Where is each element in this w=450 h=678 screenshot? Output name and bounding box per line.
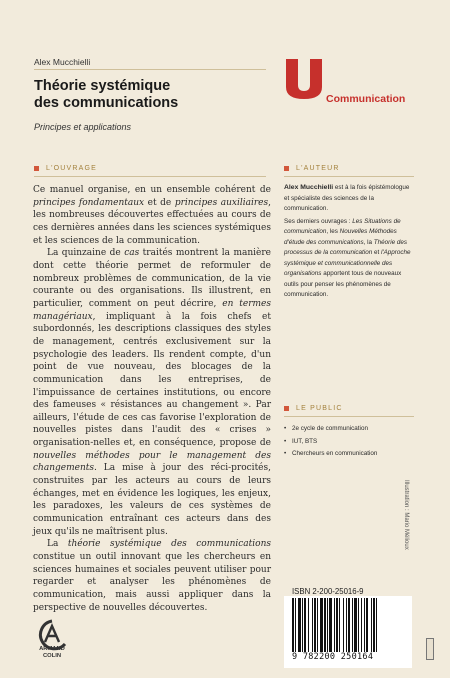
barcode-bar: [329, 598, 332, 652]
section-rule: [34, 176, 266, 177]
section-auteur: L'AUTEUR: [284, 165, 340, 172]
barcode-bar: [327, 598, 328, 652]
barcode-bar: [371, 598, 372, 652]
auteur-text: [284, 183, 416, 303]
barcode-bar: [312, 598, 313, 652]
barcode-bar: [336, 598, 338, 652]
barcode-bar: [364, 598, 365, 652]
ouvrage-paragraph: Ce manuel organise, en un ensemble cohérent de principes fondamentaux et de principes auxiliaires, les nombreuses découvertes effectuées au cours de ces dernières années dans les sciences systémiques et les sciences de la communication.: [33, 185, 271, 246]
barcode-digits: 9 782200 250164: [292, 652, 374, 662]
list-item: • IUT, BTS: [284, 437, 424, 448]
ouvrage-paragraph: La théorie systémique des communications constitue un outil innovant que les chercheurs en sciences humaines et sociales peuvent utiliser pour regarder et analyser les phénomènes de communication, mais aussi appliquer dans la perspective de nouvelles découvertes.: [33, 539, 272, 613]
barcode-bar: [343, 598, 344, 652]
header-rule: [34, 69, 266, 70]
list-item: • Chercheurs en communication: [284, 449, 424, 460]
barcode-bar: [348, 598, 350, 652]
barcode-bar: [366, 598, 368, 652]
book-subtitle: Principes et applications: [34, 122, 132, 132]
auteur-paragraph: Ses derniers ouvrages : Les Situations de communication, les Nouvelles Méthodes d'étude des communications, la Théorie des processus de la communication et l'Approche systémique et communicationnelle des organisations apportent tous de nouveaux outils pour penser les phénomènes de communication.: [284, 217, 411, 298]
isbn-number: ISBN 2-200-25016-9: [292, 587, 364, 596]
section-bullet-icon: [284, 406, 289, 411]
ouvrage-paragraph: La quinzaine de cas traités montrent la manière dont cette théorie permet de reformuler de nombreux problèmes de communication, de la vie courante ou des organisations. Ils illustrent, en particulier, comment on peut décrire, en termes managériaux, impliquant à la fois chefs et subordonnés, les descriptions classiques des styles de management, centrés exclusivement sur la psychologie des leaders. Ils rendent compte, d'un point de vue nouveau, des blocages de la communication dans les entreprises, de l'impuissance de certaines institutions, ou encore des fameuses « résistances au changement ». Par ailleurs, l'étude de ces cas favorise l'exploration de nouvelles pistes dans l'audit des « crises » organisation-nelles et, en conséquence, propose de nouvelles méthodes pour le management des changements. La mise à jour des réci-procités, construites par les acteurs au cours de leurs échanges, met en évidence les logiques, les enjeux, les paradoxes, les valeurs de ces systèmes de communication entraînant ces acteurs dans des jeux qu'ils ne maîtrisent plus.: [33, 248, 271, 537]
author-name: Alex Mucchielli: [34, 57, 91, 67]
illustration-credit: Illustration : Mario Mélioux: [403, 480, 409, 550]
section-public: LE PUBLIC: [284, 405, 343, 412]
barcode-bars-icon: [284, 598, 412, 654]
barcode-bar: [298, 598, 301, 652]
publisher-name: ARMAND COLIN: [39, 646, 65, 659]
barcode-bar: [376, 598, 377, 652]
collection-name: Communication: [326, 93, 406, 105]
barcode-bar: [358, 598, 359, 652]
barcode-bar: [354, 598, 357, 652]
section-bullet-icon: [34, 166, 39, 171]
barcode-bar: [320, 598, 323, 652]
barcode-bar: [308, 598, 309, 652]
barcode-bar: [339, 598, 340, 652]
barcode-bar: [314, 598, 316, 652]
public-list: [284, 424, 424, 462]
list-item: • 2e cycle de communication: [284, 424, 424, 435]
section-rule: [284, 176, 414, 177]
barcode-bar: [295, 598, 296, 652]
auteur-paragraph: Alex Mucchielli est à la fois épistémologue et spécialiste des sciences de la communication.: [284, 184, 410, 212]
barcode-bar: [302, 598, 303, 652]
barcode-bar: [292, 598, 294, 652]
barcode-bar: [352, 598, 353, 652]
barcode-bar: [317, 598, 318, 652]
book-title: Théorie systémique des communications: [34, 78, 179, 111]
barcode-bar: [373, 598, 375, 652]
section-ouvrage: L'OUVRAGE: [34, 165, 97, 172]
barcode-bar: [346, 598, 347, 652]
section-rule: [284, 416, 414, 417]
barcode-bar: [334, 598, 335, 652]
barcode-bar: [361, 598, 362, 652]
side-code-box: [426, 638, 434, 660]
ouvrage-text: [33, 184, 271, 614]
section-bullet-icon: [284, 166, 289, 171]
barcode-bar: [304, 598, 306, 652]
barcode-bar: [324, 598, 326, 652]
